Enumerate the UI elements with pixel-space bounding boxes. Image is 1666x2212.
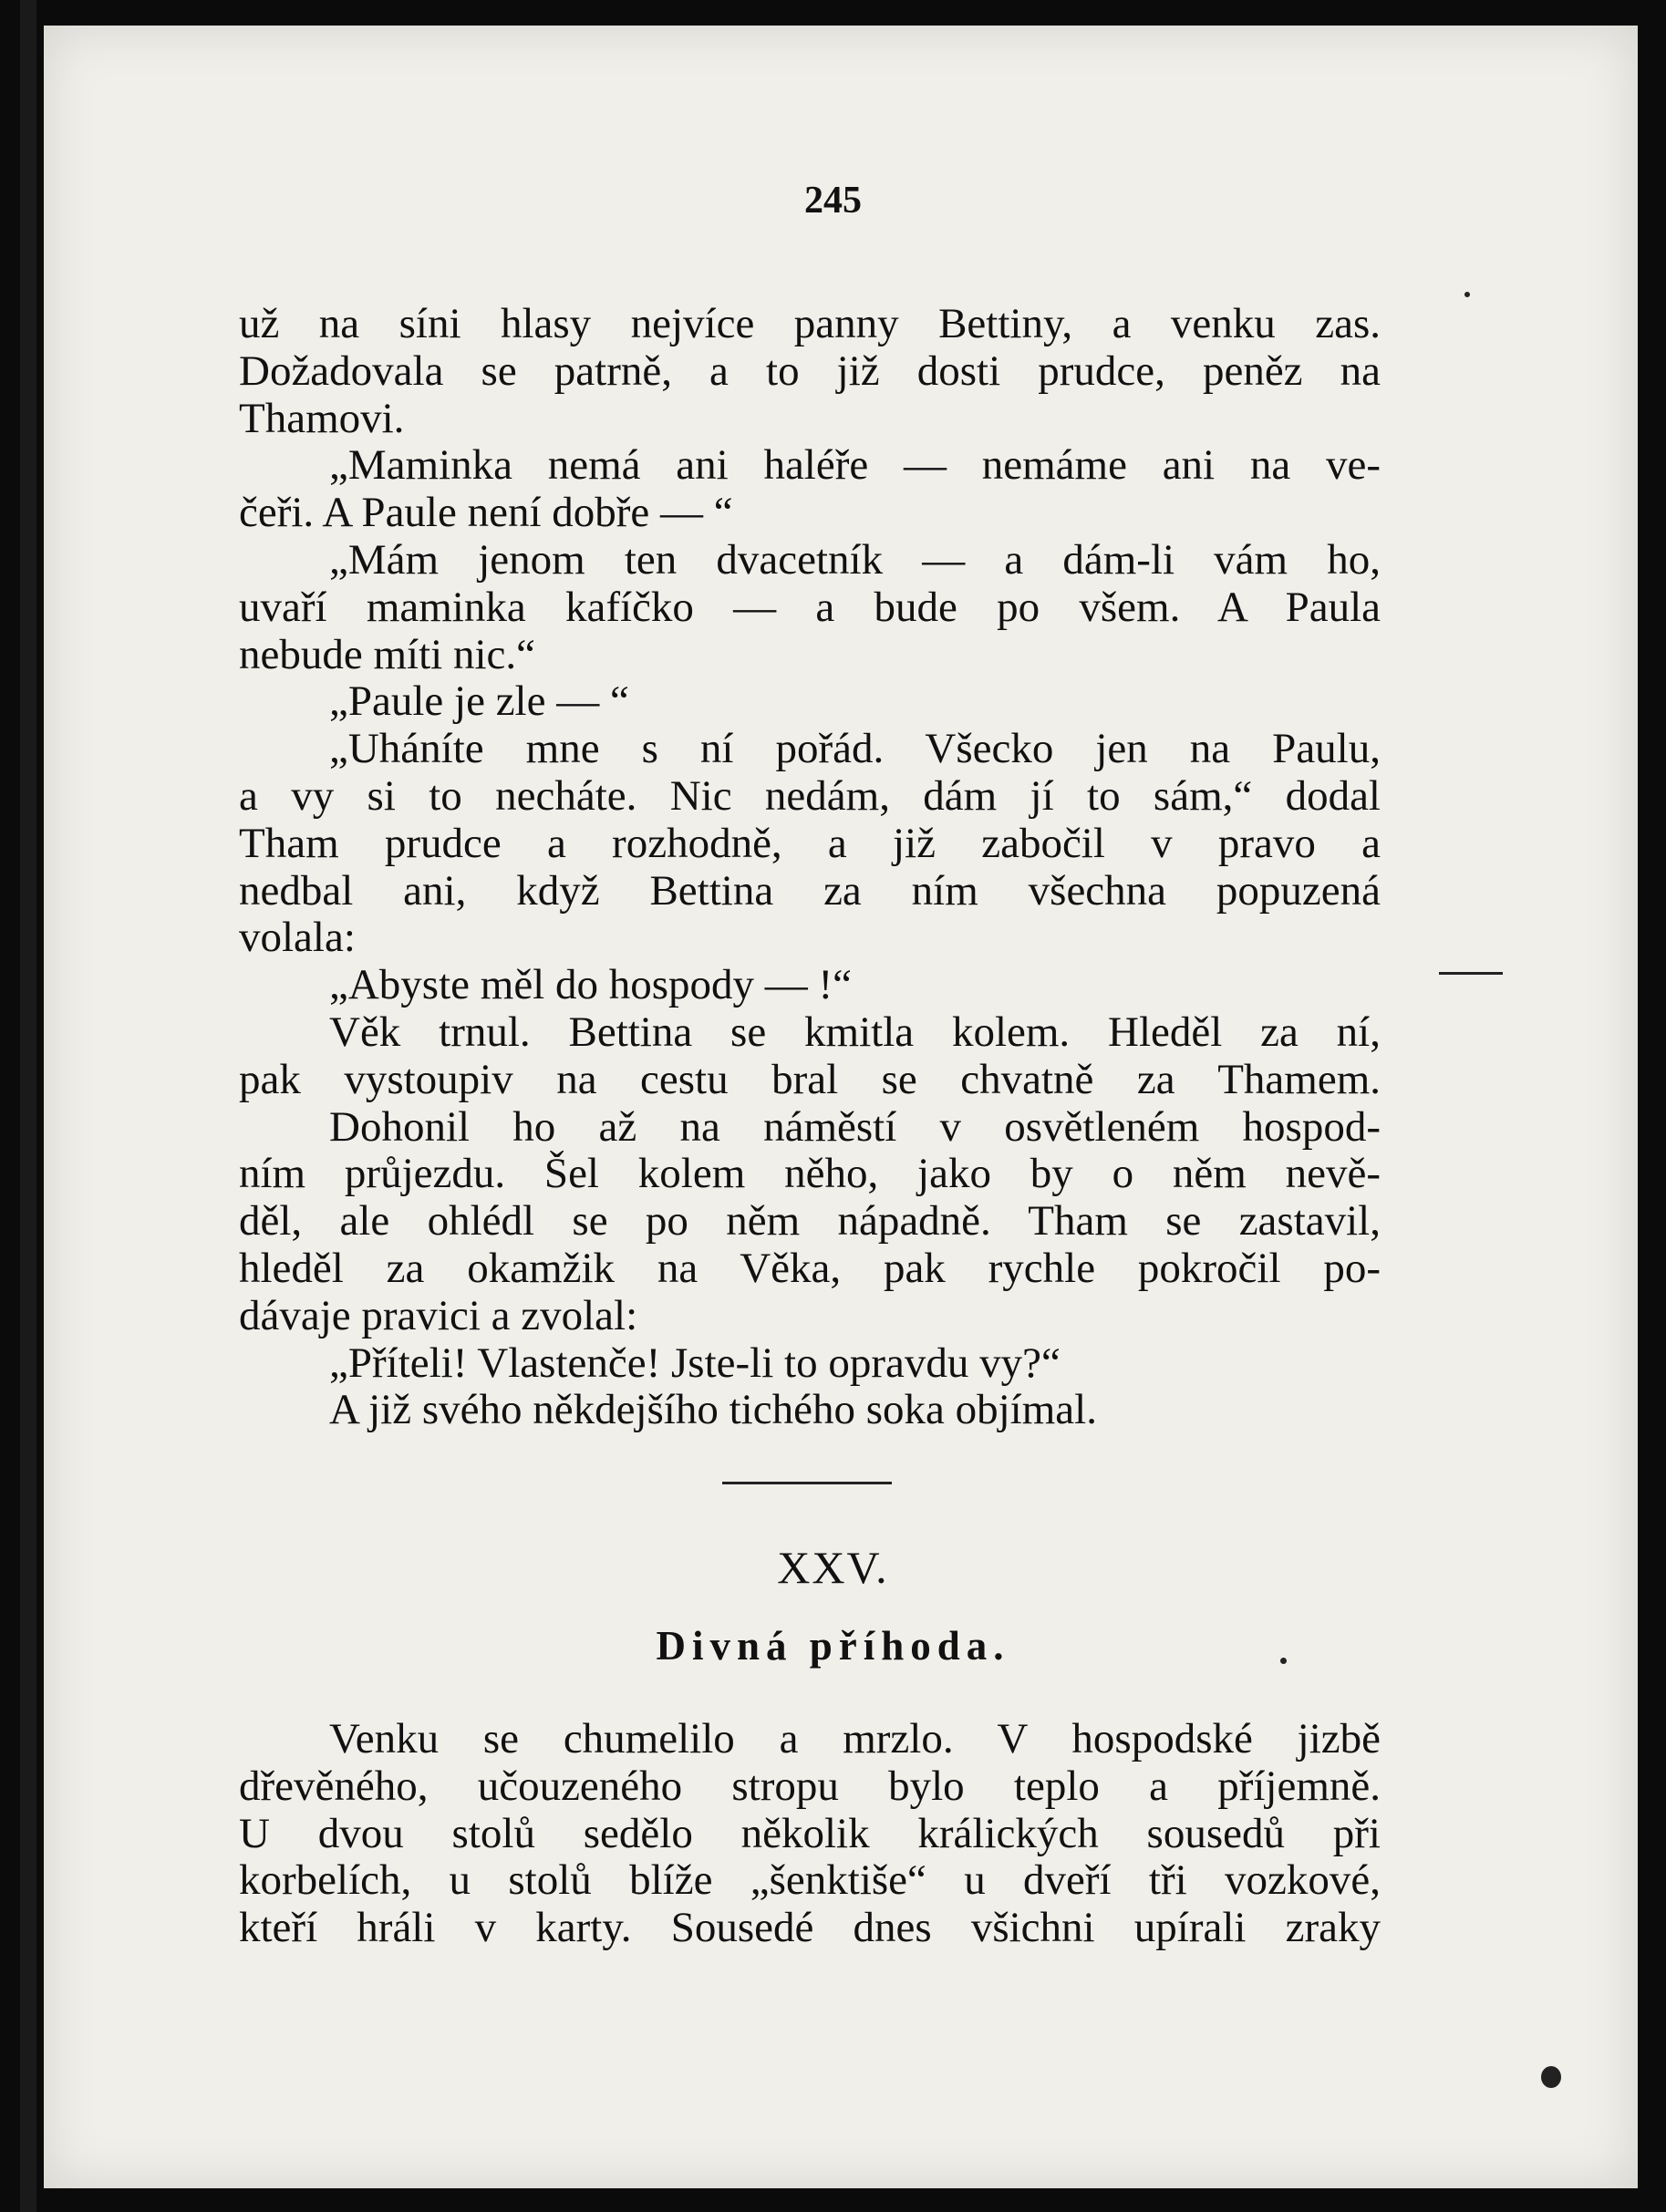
- text-line: volala:: [239, 914, 356, 962]
- book-binding-edge: [20, 0, 36, 2212]
- text-line: „Mám jenom ten dvacetník — a dám-li vám ho,: [329, 535, 1381, 584]
- text-line: Dohonil ho až na náměstí v osvětleném hospod-: [329, 1102, 1381, 1151]
- text-line: kteří hráli v karty. Sousedé dnes všichni upírali zraky: [239, 1904, 1381, 1952]
- section-separator: [722, 1482, 892, 1484]
- text-line: nedbal ani, když Bettina za ním všechna popuzená: [239, 866, 1381, 915]
- text-line: korbelích, u stolů blíže „šenktiše“ u dveří tři vozkové,: [239, 1856, 1381, 1905]
- text-line: Dožadovala se patrně, a to již dosti prudce, peněz na: [239, 346, 1381, 395]
- text-line: dávaje pravici a zvolal:: [239, 1291, 638, 1339]
- text-line: a vy si to necháte. Nic nedám, dám jí to sám,“ dodal: [239, 771, 1381, 820]
- text-line: hleděl za okamžik na Věka, pak rychle pokročil po-: [239, 1244, 1381, 1292]
- text-line: „Abyste měl do hospody — !“: [329, 961, 853, 1009]
- text-line: „Příteli! Vlastenče! Jste-li to opravdu vy?“: [329, 1339, 1061, 1387]
- text-line: pak vystoupiv na cestu bral se chvatně za Thamem.: [239, 1055, 1381, 1103]
- text-line: Venku se chumelilo a mrzlo. V hospodské jizbě: [329, 1715, 1381, 1762]
- text-line: čeři. A Paule není dobře — “: [239, 489, 733, 537]
- text-line: „Paule je zle — “: [329, 677, 629, 726]
- page-number: 245: [804, 180, 862, 222]
- text-line: nebude míti nic.“: [239, 630, 535, 678]
- text-line: Thamovi.: [239, 394, 405, 442]
- text-line: už na síni hlasy nejvíce panny Bettiny, a venku zas.: [239, 300, 1381, 347]
- ink-speck: [1439, 972, 1503, 975]
- ink-speck: [1541, 2066, 1561, 2088]
- chapter-title: Divná příhoda.: [656, 1623, 1010, 1669]
- text-line: dřevěného, učouzeného stropu bylo teplo a příjemně.: [239, 1762, 1381, 1810]
- text-line: uvaří maminka kafíčko — a bude po všem. A Paula: [239, 583, 1381, 631]
- text-line: U dvou stolů sedělo několik králických sousedů při: [239, 1809, 1381, 1857]
- text-line: ním průjezdu. Šel kolem něho, jako by o něm nevě-: [239, 1150, 1381, 1198]
- text-line: Tham prudce a rozhodně, a již zabočil v pravo a: [239, 819, 1381, 867]
- text-line: „Uháníte mne s ní pořád. Všecko jen na Paulu,: [329, 725, 1381, 773]
- ink-speck: [1280, 1658, 1287, 1664]
- text-line: děl, ale ohlédl se po něm nápadně. Tham se zastavil,: [239, 1197, 1381, 1246]
- chapter-number: XXV.: [777, 1542, 889, 1593]
- upper-text-block: [239, 301, 1381, 1434]
- ink-speck: [1464, 292, 1470, 297]
- text-line: A již svého někdejšího tichého soka objímal.: [329, 1386, 1097, 1434]
- text-line: „Maminka nemá ani haléře — nemáme ani na ve-: [329, 441, 1381, 490]
- lower-text-block: [239, 1716, 1381, 1952]
- text-line: Věk trnul. Bettina se kmitla kolem. Hleděl za ní,: [329, 1008, 1381, 1056]
